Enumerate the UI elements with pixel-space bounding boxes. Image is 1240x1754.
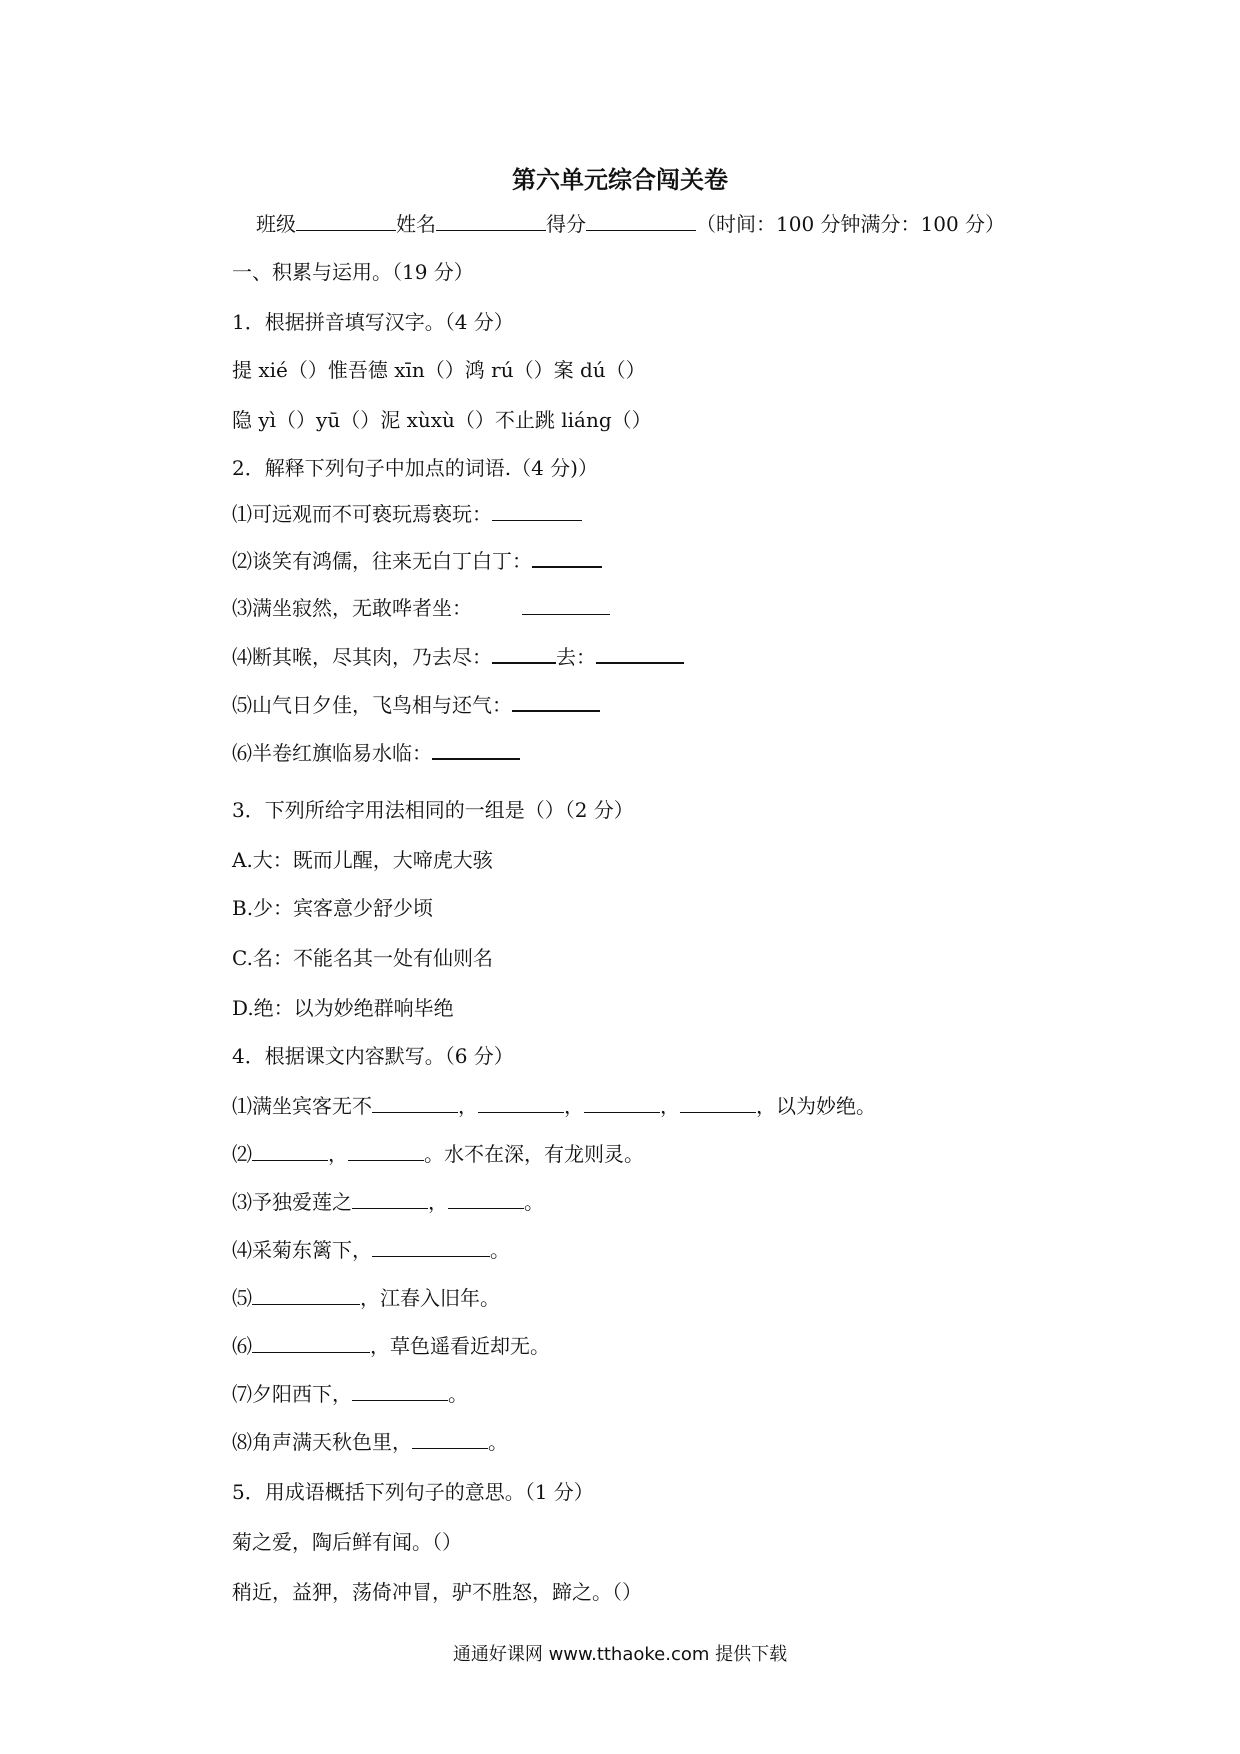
question-1-line-1: 提 xié（）惟吾德 xīn（）鸿 rú（）案 dú（）	[232, 358, 646, 382]
item-text: ⑷采菊东篱下，	[232, 1238, 372, 1262]
question-3-option-a: A.大：既而儿醒，大啼虎大骇	[232, 848, 493, 872]
answer-blank[interactable]	[352, 1188, 428, 1209]
question-3-option-c: C.名：不能名其一处有仙则名	[232, 946, 493, 970]
question-5-title: 5．用成语概括下列句子的意思。（1 分）	[232, 1480, 594, 1504]
question-3-option-b: B.少：宾客意少舒少顷	[232, 896, 434, 920]
item-text: ，草色遥看近却无。	[370, 1334, 550, 1358]
answer-blank[interactable]	[372, 1236, 490, 1257]
question-5-sentence-1: 菊之爱，陶后鲜有闻。（）	[232, 1530, 462, 1554]
name-blank[interactable]	[436, 210, 546, 231]
question-2-item-4	[232, 642, 684, 671]
answer-blank[interactable]	[412, 1428, 488, 1449]
answer-blank[interactable]	[492, 500, 582, 521]
item-text: ⑵	[232, 1142, 252, 1166]
class-blank[interactable]	[296, 210, 396, 231]
item-text: ⑷断其喉，尽其肉，乃去尽：	[232, 645, 492, 669]
question-4-item-4: ⑷采菊东篱下， 。	[232, 1238, 510, 1262]
item-text: ⑶满坐寂然，无敢哗者坐：	[232, 596, 472, 620]
answer-blank[interactable]	[532, 546, 602, 568]
question-2-item-2	[232, 546, 602, 575]
question-4-item-7: ⑺夕阳西下， 。	[232, 1382, 468, 1406]
answer-blank[interactable]	[680, 1092, 756, 1113]
item-text: ⑵谈笑有鸿儒，往来无白丁白丁：	[232, 549, 532, 573]
question-2-item-3	[232, 594, 610, 622]
question-4-item-5	[232, 1284, 500, 1312]
question-4-item-6	[232, 1332, 550, 1360]
question-2-item-1	[232, 500, 582, 528]
question-3-title: 3．下列所给字用法相同的一组是（）（2 分）	[232, 798, 634, 822]
question-4-item-2: ⑵ ， 。水不在深，有龙则灵。	[232, 1142, 644, 1166]
answer-blank[interactable]	[252, 1140, 328, 1161]
question-4-item-3: ⑶予独爱莲之 ， 。	[232, 1190, 544, 1214]
item-text: ⑹半卷红旗临易水临：	[232, 741, 432, 765]
item-text: ，江春入旧年。	[360, 1286, 500, 1310]
answer-blank[interactable]	[596, 642, 684, 664]
answer-blank[interactable]	[372, 1092, 458, 1113]
item-text: ⑸山气日夕佳，飞鸟相与还气：	[232, 693, 512, 717]
answer-blank[interactable]	[448, 1188, 524, 1209]
question-2-item-5	[232, 690, 600, 719]
item-text: 去：	[556, 645, 596, 669]
item-text: 。水不在深，有龙则灵。	[424, 1142, 644, 1166]
item-text: ⑴满坐宾客无不	[232, 1094, 372, 1118]
item-text: ⑻角声满天秋色里，	[232, 1430, 412, 1454]
item-text: ⑺夕阳西下，	[232, 1382, 352, 1406]
item-text: ⑴可远观而不可亵玩焉亵玩：	[232, 502, 492, 526]
class-label: 班级	[256, 212, 296, 236]
name-label: 姓名	[396, 212, 436, 236]
score-blank[interactable]	[586, 210, 696, 231]
time-note: （时间：100 分钟满分：100 分）	[696, 212, 1006, 236]
item-text: ⑹	[232, 1334, 252, 1358]
answer-blank[interactable]	[352, 1380, 448, 1401]
question-2-title: 2．解释下列句子中加点的词语.（4 分)）	[232, 456, 598, 480]
question-2-item-6	[232, 738, 520, 767]
answer-blank[interactable]	[478, 1092, 564, 1113]
question-5-sentence-2: 稍近，益狎，荡倚冲冒，驴不胜怒，蹄之。（）	[232, 1580, 642, 1604]
question-4-item-8: ⑻角声满天秋色里， 。	[232, 1430, 508, 1454]
answer-blank[interactable]	[252, 1332, 370, 1353]
answer-blank[interactable]	[492, 642, 556, 664]
item-text: ⑶予独爱莲之	[232, 1190, 352, 1214]
header-info-row	[256, 210, 1005, 238]
answer-blank[interactable]	[432, 738, 520, 760]
section-heading: 一、积累与运用。（19 分）	[232, 260, 474, 284]
answer-blank[interactable]	[348, 1140, 424, 1161]
item-text: ⑸	[232, 1286, 252, 1310]
answer-blank[interactable]	[522, 594, 610, 615]
answer-blank[interactable]	[252, 1284, 360, 1305]
item-text: ，以为妙绝。	[756, 1094, 876, 1118]
question-1-title: 1．根据拼音填写汉字。（4 分）	[232, 310, 514, 334]
answer-blank[interactable]	[512, 690, 600, 712]
question-3-option-d: D.绝：以为妙绝群响毕绝	[232, 996, 454, 1020]
answer-blank[interactable]	[584, 1092, 660, 1113]
page-title: 第六单元综合闯关卷	[512, 166, 728, 194]
question-1-line-2: 隐 yì（）yū（）泥 xùxù（）不止跳 liáng（）	[232, 408, 652, 432]
question-4-title: 4．根据课文内容默写。（6 分）	[232, 1044, 514, 1068]
question-4-item-1: ⑴满坐宾客无不 ， ， ， ，以为妙绝。	[232, 1094, 876, 1118]
page-footer: 通通好课网 www.tthaoke.com 提供下载	[452, 1644, 788, 1665]
score-label: 得分	[546, 212, 586, 236]
